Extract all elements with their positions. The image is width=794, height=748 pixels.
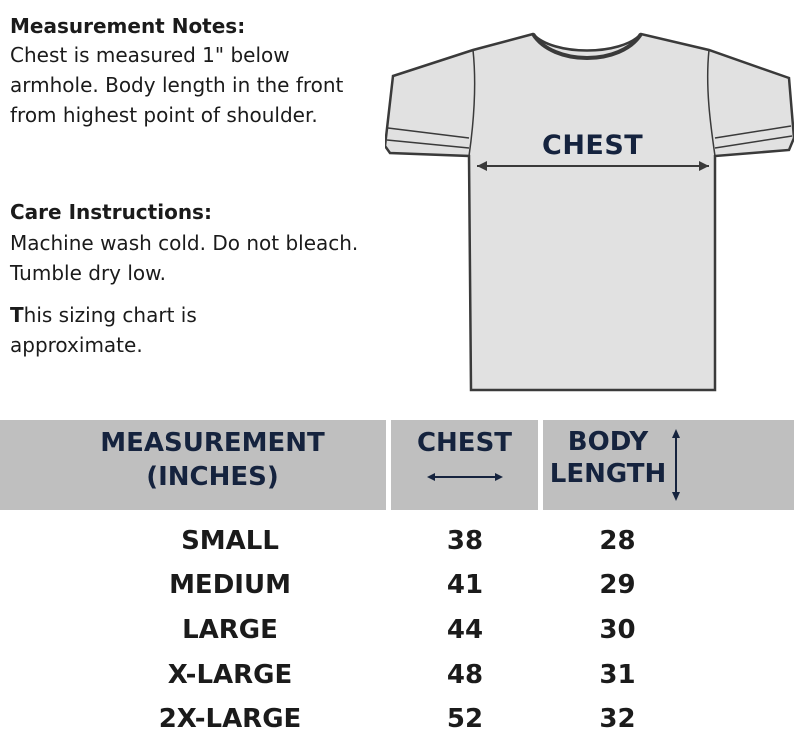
- header-chest-label: CHEST: [416, 428, 513, 458]
- body-length-cell: 30: [599, 615, 636, 645]
- care-instructions-text: Machine wash cold. Do not bleach. Tumble dry low.: [10, 231, 359, 285]
- header-body-length: [548, 426, 668, 490]
- size-cell: LARGE: [182, 615, 278, 645]
- header-measurement-line2: (INCHES): [146, 462, 279, 492]
- measurement-notes-text: Chest is measured 1" below armhole. Body length in the front from highest point of shoulder.: [10, 43, 344, 127]
- size-cell: MEDIUM: [169, 570, 291, 600]
- measurement-notes: [10, 12, 360, 130]
- tshirt-outline: [385, 34, 794, 390]
- table-row: [0, 660, 794, 704]
- body-length-cell: 32: [599, 704, 636, 734]
- size-cell: 2X-LARGE: [158, 704, 302, 734]
- body-length-cell: 28: [599, 526, 636, 556]
- measurement-notes-title: Measurement Notes:: [10, 14, 246, 38]
- body-length-cell: 29: [599, 570, 636, 600]
- chest-cell: 38: [446, 526, 484, 556]
- size-cell: X-LARGE: [167, 660, 293, 690]
- chest-cell: 44: [446, 615, 484, 645]
- disclaimer-lead: T: [10, 303, 24, 327]
- body-length-cell: 31: [599, 660, 636, 690]
- horizontal-arrow-icon: [425, 469, 505, 485]
- header-body-line2: LENGTH: [549, 459, 667, 489]
- table-row: [0, 615, 794, 659]
- header-measurement: [40, 426, 385, 494]
- header-divider: [386, 420, 391, 510]
- sizing-disclaimer: [10, 300, 310, 360]
- chest-diagram-label: CHEST: [542, 130, 644, 161]
- chest-cell: 48: [446, 660, 484, 690]
- header-measurement-line1: MEASUREMENT: [100, 428, 325, 458]
- table-row: [0, 526, 794, 570]
- chest-cell: 41: [446, 570, 484, 600]
- vertical-arrow-icon: [668, 428, 684, 502]
- tshirt-diagram: [385, 28, 794, 398]
- disclaimer-text: his sizing chart is approximate.: [10, 303, 197, 357]
- size-cell: SMALL: [181, 526, 279, 556]
- care-instructions-title: Care Instructions:: [10, 200, 212, 224]
- header-body-line1: BODY: [567, 427, 649, 457]
- chest-cell: 52: [446, 704, 484, 734]
- table-row: [0, 704, 794, 748]
- table-row: [0, 570, 794, 614]
- header-chest: [392, 426, 537, 494]
- header-divider: [538, 420, 543, 510]
